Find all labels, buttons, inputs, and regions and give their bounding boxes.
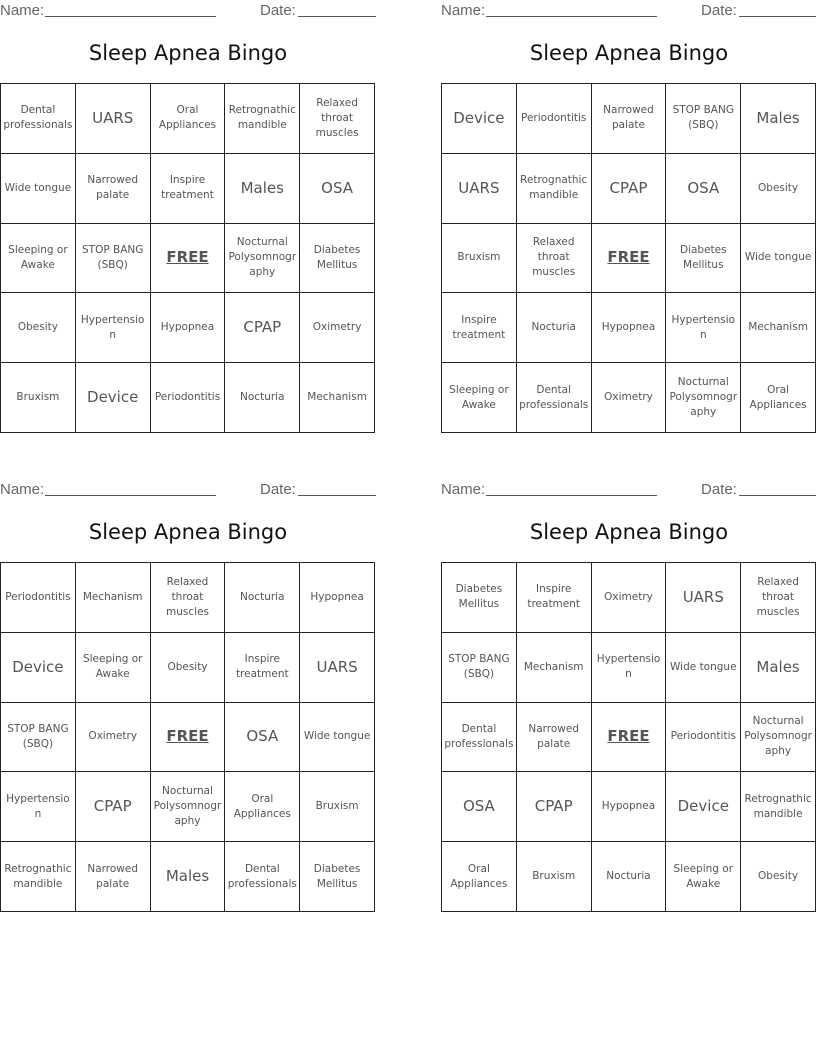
bingo-cell: Hypertension (666, 293, 741, 363)
bingo-cell: Relaxed throat muscles (300, 84, 375, 154)
bingo-cell: Oral Appliances (442, 842, 517, 912)
bingo-cell: Sleeping or Awake (1, 224, 76, 294)
bingo-cell: Obesity (741, 154, 816, 224)
bingo-cell: STOP BANG (SBQ) (1, 703, 76, 773)
card-title: Sleep Apnea Bingo (529, 520, 729, 544)
card-header (0, 479, 376, 501)
bingo-cell: Mechanism (741, 293, 816, 363)
bingo-cell: Nocturnal Polysomnography (741, 703, 816, 773)
name-line (45, 495, 216, 496)
bingo-cell: STOP BANG (SBQ) (666, 84, 741, 154)
date-line (739, 16, 816, 17)
bingo-cell: Narrowed palate (76, 154, 151, 224)
bingo-cell: Diabetes Mellitus (300, 224, 375, 294)
name-label: Name: (0, 2, 45, 19)
bingo-cell: Inspire treatment (442, 293, 517, 363)
bingo-cell: Wide tongue (1, 154, 76, 224)
name-line (486, 495, 657, 496)
bingo-cell: Hypopnea (151, 293, 226, 363)
bingo-cell: Device (666, 772, 741, 842)
bingo-cell: UARS (442, 154, 517, 224)
bingo-cell: OSA (442, 772, 517, 842)
bingo-cell: CPAP (225, 293, 300, 363)
bingo-cell: Wide tongue (300, 703, 375, 773)
bingo-cell: CPAP (592, 154, 667, 224)
bingo-cell: Males (741, 84, 816, 154)
bingo-cell: Bruxism (517, 842, 592, 912)
bingo-cell: Nocturnal Polysomnography (666, 363, 741, 433)
bingo-cell: Diabetes Mellitus (300, 842, 375, 912)
bingo-cell: Retrognathic mandible (741, 772, 816, 842)
bingo-grid (0, 562, 375, 912)
bingo-cell: Relaxed throat muscles (741, 563, 816, 633)
bingo-cell: Mechanism (76, 563, 151, 633)
bingo-cell: Device (76, 363, 151, 433)
bingo-cell: Oximetry (76, 703, 151, 773)
bingo-cell: STOP BANG (SBQ) (442, 633, 517, 703)
bingo-cell: Obesity (1, 293, 76, 363)
bingo-cell: Inspire treatment (151, 154, 226, 224)
bingo-cell: Bruxism (1, 363, 76, 433)
free-space-cell: FREE (151, 703, 226, 773)
bingo-cell: Nocturia (592, 842, 667, 912)
date-line (739, 495, 816, 496)
bingo-cell: Diabetes Mellitus (666, 224, 741, 294)
date-label: Date: (701, 2, 737, 19)
bingo-cell: Mechanism (300, 363, 375, 433)
bingo-cell: Periodontitis (517, 84, 592, 154)
free-space-cell: FREE (151, 224, 226, 294)
bingo-cell: Relaxed throat muscles (517, 224, 592, 294)
bingo-cell: Dental professionals (442, 703, 517, 773)
bingo-cell: Nocturia (225, 563, 300, 633)
bingo-cell: Bruxism (300, 772, 375, 842)
bingo-cell: Nocturia (517, 293, 592, 363)
bingo-cell: CPAP (76, 772, 151, 842)
bingo-cell: Hypopnea (592, 293, 667, 363)
bingo-cell: Oximetry (592, 363, 667, 433)
date-label: Date: (260, 2, 296, 19)
bingo-cell: Narrowed palate (592, 84, 667, 154)
name-label: Name: (441, 2, 486, 19)
bingo-cell: Dental professionals (517, 363, 592, 433)
bingo-cell: Males (741, 633, 816, 703)
bingo-cell: Relaxed throat muscles (151, 563, 226, 633)
bingo-cell: Nocturnal Polysomnography (151, 772, 226, 842)
bingo-cell: Bruxism (442, 224, 517, 294)
bingo-cell: Narrowed palate (76, 842, 151, 912)
date-line (298, 16, 376, 17)
bingo-cell: UARS (76, 84, 151, 154)
card-title: Sleep Apnea Bingo (529, 41, 729, 65)
bingo-cell: Oral Appliances (151, 84, 226, 154)
bingo-cell: Diabetes Mellitus (442, 563, 517, 633)
bingo-cell: Inspire treatment (225, 633, 300, 703)
bingo-cell: Periodontitis (151, 363, 226, 433)
bingo-cell: Oximetry (300, 293, 375, 363)
card-header (0, 0, 376, 22)
card-title: Sleep Apnea Bingo (88, 520, 288, 544)
bingo-cell: Retrognathic mandible (1, 842, 76, 912)
bingo-grid (0, 83, 375, 433)
bingo-cell: Obesity (151, 633, 226, 703)
bingo-cell: Sleeping or Awake (442, 363, 517, 433)
bingo-cell: Dental professionals (1, 84, 76, 154)
bingo-cell: Device (442, 84, 517, 154)
bingo-cell: Hypopnea (300, 563, 375, 633)
bingo-cell: CPAP (517, 772, 592, 842)
bingo-cell: Inspire treatment (517, 563, 592, 633)
bingo-cell: UARS (666, 563, 741, 633)
bingo-cell: Sleeping or Awake (666, 842, 741, 912)
bingo-cell: Retrognathic mandible (517, 154, 592, 224)
bingo-cell: OSA (666, 154, 741, 224)
bingo-cell: Periodontitis (666, 703, 741, 773)
bingo-cell: Males (151, 842, 226, 912)
bingo-cell: Obesity (741, 842, 816, 912)
free-space-cell: FREE (592, 224, 667, 294)
bingo-cell: Mechanism (517, 633, 592, 703)
card-header (441, 479, 816, 501)
bingo-cell: OSA (225, 703, 300, 773)
bingo-cell: Hypertension (1, 772, 76, 842)
bingo-cell: Wide tongue (741, 224, 816, 294)
bingo-cell: STOP BANG (SBQ) (76, 224, 151, 294)
bingo-cell: Oximetry (592, 563, 667, 633)
bingo-cell: Oral Appliances (225, 772, 300, 842)
bingo-cell: Hypertension (76, 293, 151, 363)
date-label: Date: (701, 481, 737, 498)
bingo-cell: Sleeping or Awake (76, 633, 151, 703)
date-label: Date: (260, 481, 296, 498)
bingo-cell: Nocturia (225, 363, 300, 433)
bingo-cell: Hypertension (592, 633, 667, 703)
bingo-cell: Nocturnal Polysomnography (225, 224, 300, 294)
bingo-cell: Device (1, 633, 76, 703)
bingo-cell: Retrognathic mandible (225, 84, 300, 154)
name-line (45, 16, 216, 17)
name-label: Name: (0, 481, 45, 498)
bingo-grid (441, 83, 816, 433)
bingo-cell: Narrowed palate (517, 703, 592, 773)
bingo-cell: UARS (300, 633, 375, 703)
bingo-cell: Hypopnea (592, 772, 667, 842)
bingo-cell: Wide tongue (666, 633, 741, 703)
free-space-cell: FREE (592, 703, 667, 773)
bingo-cell: Males (225, 154, 300, 224)
bingo-cell: Oral Appliances (741, 363, 816, 433)
card-title: Sleep Apnea Bingo (88, 41, 288, 65)
card-header (441, 0, 816, 22)
bingo-cell: OSA (300, 154, 375, 224)
name-label: Name: (441, 481, 486, 498)
name-line (486, 16, 657, 17)
bingo-grid (441, 562, 816, 912)
bingo-cell: Dental professionals (225, 842, 300, 912)
bingo-cell: Periodontitis (1, 563, 76, 633)
date-line (298, 495, 376, 496)
